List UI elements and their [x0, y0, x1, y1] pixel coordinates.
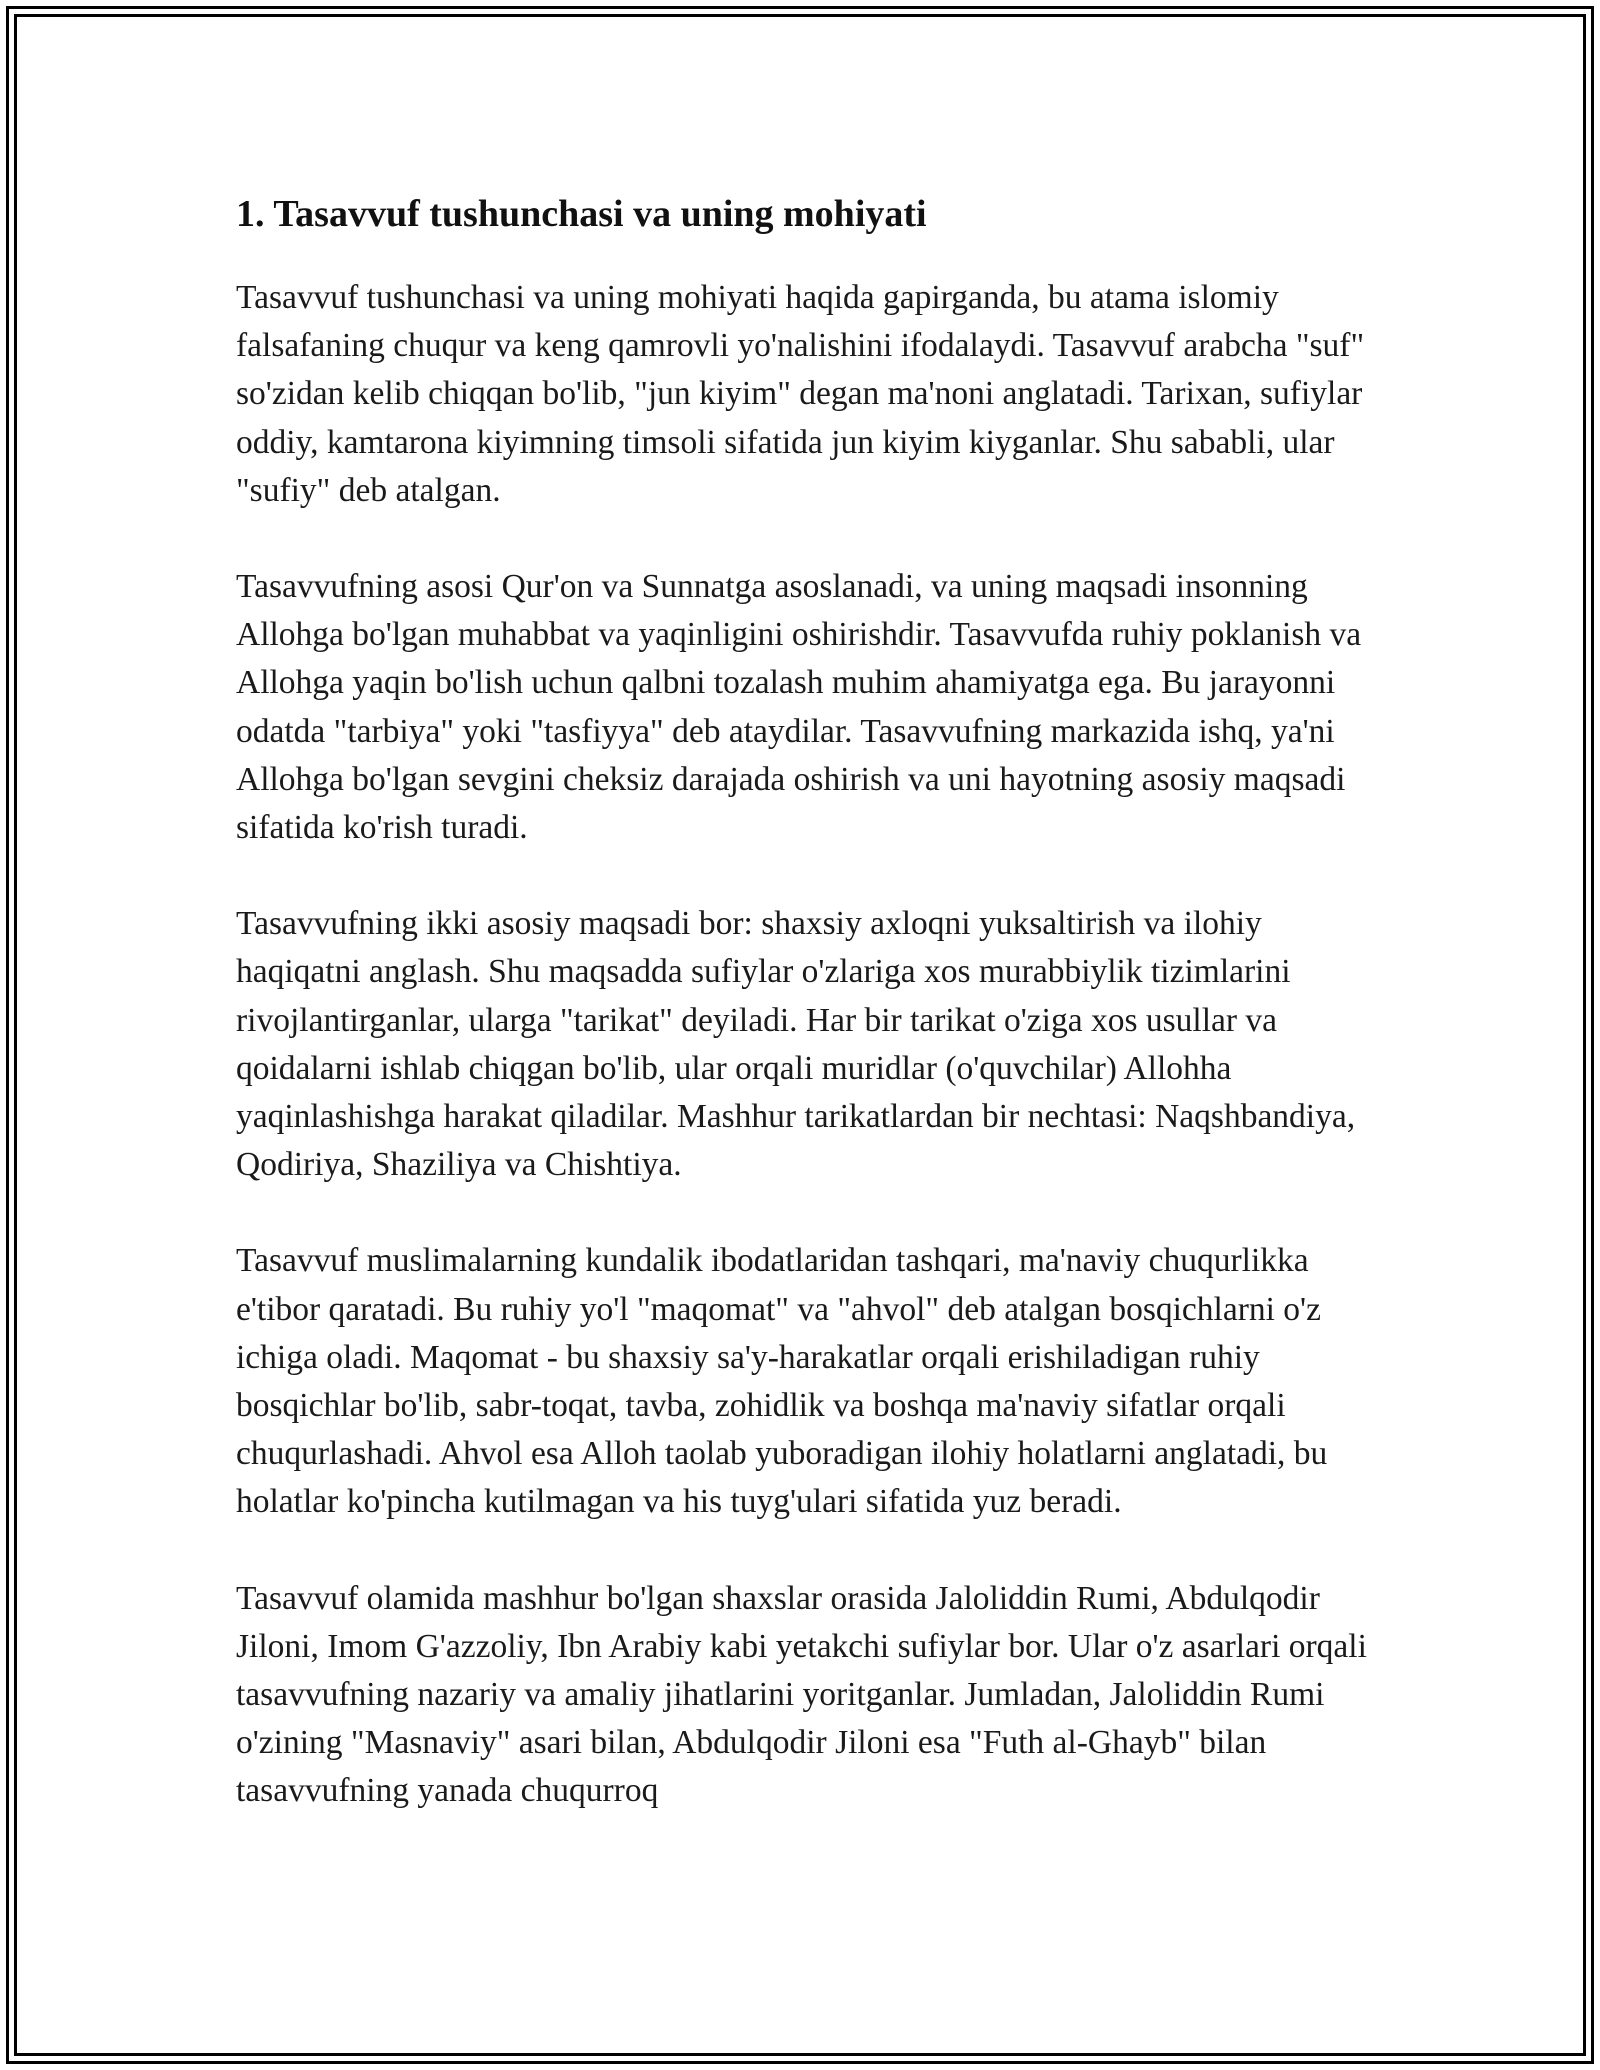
- paragraph-famous-sufis: Tasavvuf olamida mashhur bo'lgan shaxslar orasida Jaloliddin Rumi, Abdulqodir Jiloni, Imom G'azzoliy, Ibn Arabiy kabi yetakchi sufiylar bor. Ular o'z asarlari orqali tasavvufning nazariy va amaliy jihatlarini yoritganlar. Jumladan, Jaloliddin Rumi o'zining "Masnaviy" asari bilan, Abdulqodir Jiloni esa "Futh al-Ghayb" bilan tasavvufning yanada chuqurroq: [236, 1579, 1367, 1810]
- paragraph-goals-tariqas: Tasavvufning ikki asosiy maqsadi bor: shaxsiy axloqni yuksaltirish va ilohiy haqiqatni anglash. Shu maqsadda sufiylar o'zlariga xos murabbiylik tizimlarini rivojlantirganlar, ularga "tarikat" deyiladi. Har bir tarikat o'ziga xos usullar va qoidalarni ishlab chiqgan bo'lib, ular orqali muridlar (o'quvchilar) Allohha yaqinlashishga harakat qiladilar. Mashhur tarikatlardan bir nechtasi: Naqshbandiya, Qodiriya, Shaziliya va Chishtiya.: [236, 905, 1356, 1184]
- paragraph-maqomat-ahvol: Tasavvuf muslimalarning kundalik ibodatlaridan tashqari, ma'naviy chuqurlikka e'tibor qaratadi. Bu ruhiy yo'l "maqomat" va "ahvol" deb atalgan bosqichlarni o'z ichiga oladi. Maqomat - bu shaxsiy sa'y-harakatlar orqali erishiladigan ruhiy bosqichlar bo'lib, sabr-toqat, tavba, zohidlik va boshqa ma'naviy sifatlar orqali chuqurlashadi. Ahvol esa Alloh taolab yuboradigan ilohiy holatlarni anglatadi, bu holatlar ko'pincha kutilmagan va his tuyg'ulari sifatida yuz beradi.: [236, 1242, 1328, 1521]
- paragraph-definition: Tasavvuf tushunchasi va uning mohiyati haqida gapirganda, bu atama islomiy falsafaning chuqur va keng qamrovli yo'nalishini ifodalaydi. Tasavvuf arabcha "suf" so'zidan kelib chiqqan bo'lib, "jun kiyim" degan ma'noni anglatadi. Tarixan, sufiylar oddiy, kamtarona kiyimning timsoli sifatida jun kiyim kiyganlar. Shu sababli, ular "sufiy" deb atalgan.: [236, 279, 1365, 509]
- paragraph-foundation: Tasavvufning asosi Qur'on va Sunnatga asoslanadi, va uning maqsadi insonning Allohga bo'lgan muhabbat va yaqinligini oshirishdir. Tasavvufda ruhiy poklanish va Allohga yaqin bo'lish uchun qalbni tozalash muhim ahamiyatga ega. Bu jarayonni odatda "tarbiya" yoki "tasfiyya" deb ataydilar. Tasavvufning markazida ishq, ya'ni Allohga bo'lgan sevgini cheksiz darajada oshirish va uni hayotning asosiy maqsadi sifatida ko'rish turadi.: [236, 568, 1362, 847]
- document-body: [236, 188, 1386, 1816]
- section-heading: 1. Tasavvuf tushunchasi va uning mohiyati: [236, 193, 927, 235]
